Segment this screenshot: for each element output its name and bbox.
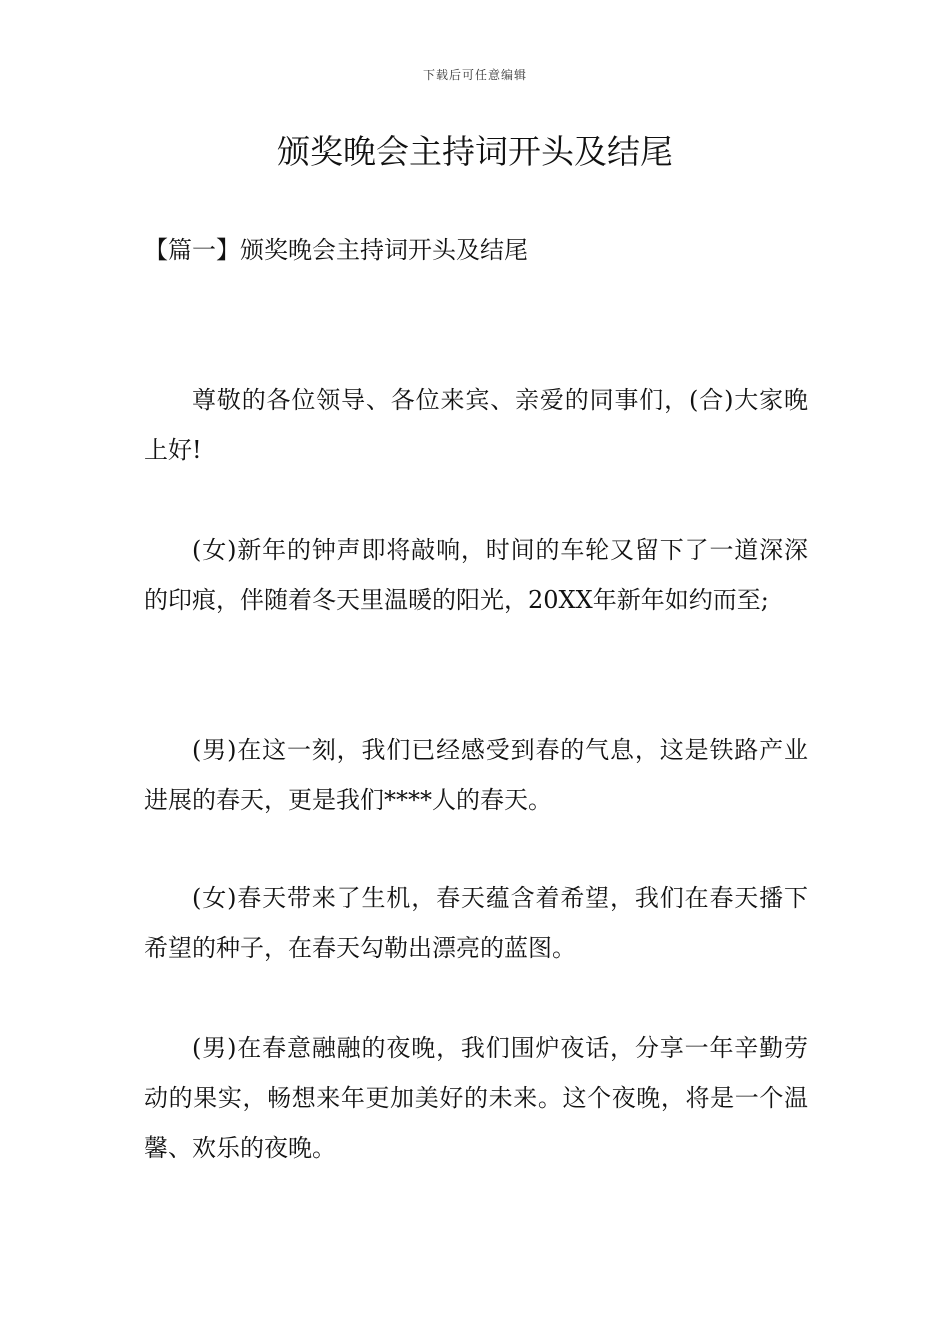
paragraph-male-1: (男)在这一刻，我们已经感受到春的气息，这是铁路产业进展的春天，更是我们****人的春天。 bbox=[144, 736, 808, 814]
paragraph-female-1: (女)新年的钟声即将敲响，时间的车轮又留下了一道深深的印痕，伴随着冬天里温暖的阳光，20XX年新年如约而至; bbox=[144, 536, 808, 614]
paragraph-female-2: (女)春天带来了生机，春天蕴含着希望，我们在春天播下希望的种子，在春天勾勒出漂亮的蓝图。 bbox=[144, 884, 808, 962]
document-title: 颁奖晚会主持词开头及结尾 bbox=[277, 132, 673, 171]
header-note: 下载后可任意编辑 bbox=[422, 68, 527, 82]
paragraph-male-2: (男)在春意融融的夜晚，我们围炉夜话，分享一年辛勤劳动的果实，畅想来年更加美好的未来。这个夜晚，将是一个温馨、欢乐的夜晚。 bbox=[144, 1034, 808, 1162]
paragraph-greeting: 尊敬的各位领导、各位来宾、亲爱的同事们，(合)大家晚上好! bbox=[144, 386, 808, 464]
section-heading: 【篇一】颁奖晚会主持词开头及结尾 bbox=[144, 236, 528, 264]
